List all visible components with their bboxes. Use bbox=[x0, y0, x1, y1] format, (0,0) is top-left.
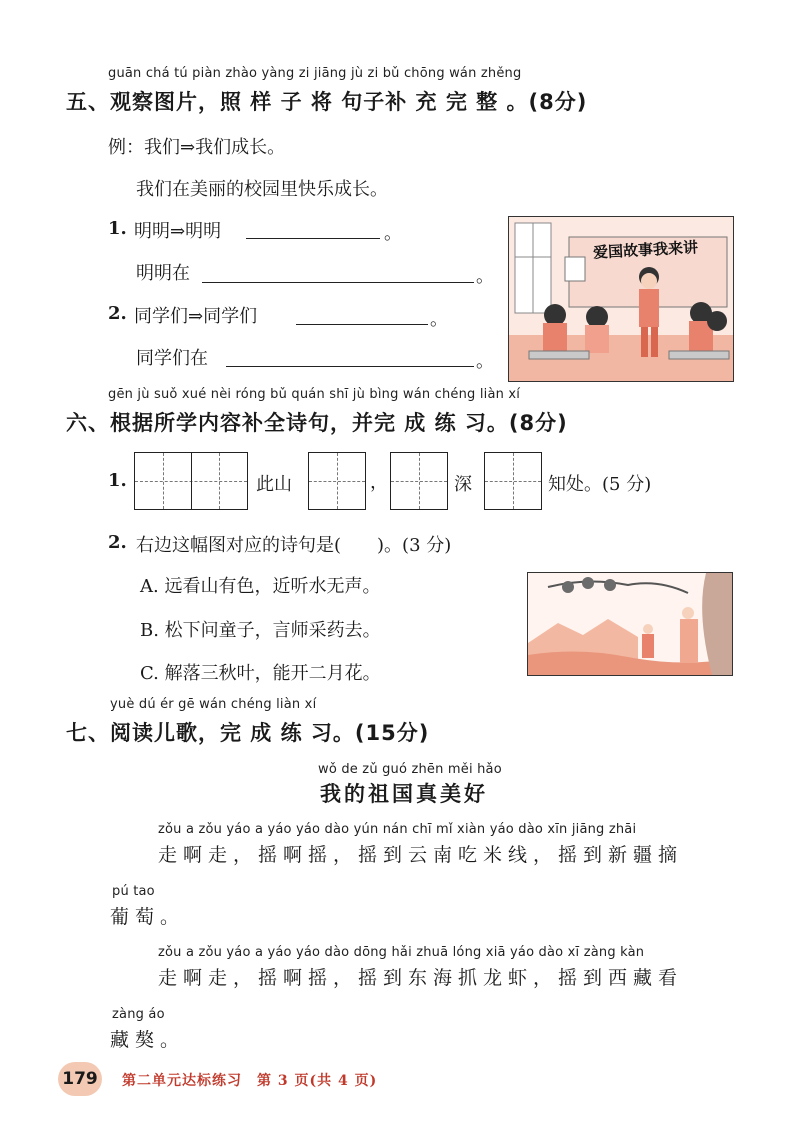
s5-pinyin: guān chá tú piàn zhào yàng zi jiāng jù zi bǔ chōng wán zhěng bbox=[108, 66, 522, 81]
option-c[interactable]: C. 解落三秋叶，能开二月花。 bbox=[140, 663, 381, 684]
s7-pinyin: yuè dú ér gē wán chéng liàn xí bbox=[110, 697, 317, 712]
s5-q2b-end: 。 bbox=[476, 351, 494, 372]
poem-line-1: 走啊走，摇啊摇，摇到云南吃米线，摇到新疆摘 bbox=[158, 844, 684, 866]
poem-line-1-pinyin: zǒu a zǒu yáo a yáo yáo dào yún nán chī mǐ xiàn yáo dào xīn jiāng zhāi bbox=[158, 822, 637, 837]
s6-q1-text-3: 深 bbox=[454, 474, 472, 495]
classroom-illustration bbox=[508, 216, 734, 382]
s6-q1-text-2: ， bbox=[370, 472, 388, 493]
s5-q2-number: 2. bbox=[108, 303, 127, 324]
s5-q1a-end: 。 bbox=[384, 223, 402, 244]
s5-q1a-answer-line[interactable] bbox=[246, 238, 380, 239]
poem-line-4-pinyin: zàng áo bbox=[112, 1007, 165, 1022]
classroom-banner: 爱国故事我来讲 bbox=[592, 238, 699, 262]
s6-q1-text-4: 知处。(5 分) bbox=[548, 474, 652, 495]
poem-line-4: 藏獒。 bbox=[110, 1029, 186, 1051]
s6-q1-number: 1. bbox=[108, 470, 127, 491]
s5-q2a-answer-line[interactable] bbox=[296, 324, 428, 325]
s5-q1b-label: 明明在 bbox=[136, 263, 190, 284]
s5-title: 五、观察图片，照 样 子 将 句子补 充 完 整 。(8分) bbox=[66, 90, 588, 114]
option-b[interactable]: B. 松下问童子，言师采药去。 bbox=[140, 620, 381, 641]
s7-title: 七、阅读儿歌，完 成 练 习。(15分) bbox=[66, 721, 430, 745]
poem-blank-box-1[interactable] bbox=[134, 452, 248, 510]
s5-q1b-end: 。 bbox=[476, 266, 494, 287]
poem-title-pinyin: wǒ de zǔ guó zhēn měi hǎo bbox=[318, 762, 502, 777]
s5-q2a-label: 同学们⇒同学们 bbox=[134, 306, 258, 327]
s6-q1-text-1: 此山 bbox=[256, 474, 292, 495]
s6-q2-text: 右边这幅图对应的诗句是( )。(3 分) bbox=[136, 535, 452, 556]
poem-line-2: 葡萄。 bbox=[110, 906, 186, 928]
s6-q2-number: 2. bbox=[108, 532, 127, 553]
s5-q2a-end: 。 bbox=[430, 309, 448, 330]
page-number: 179 bbox=[58, 1062, 102, 1096]
s5-q1a-label: 明明⇒明明 bbox=[134, 221, 222, 242]
poem-line-3: 走啊走，摇啊摇，摇到东海抓龙虾，摇到西藏看 bbox=[158, 967, 684, 989]
poem-blank-box-3[interactable] bbox=[390, 452, 448, 510]
poem-title: 我的祖国真美好 bbox=[320, 782, 488, 806]
pine-illustration bbox=[527, 572, 733, 676]
s5-q2b-answer-line[interactable] bbox=[226, 366, 474, 367]
option-a[interactable]: A. 远看山有色，近听水无声。 bbox=[140, 576, 381, 597]
footer-text: 第二单元达标练习 第 3 页(共 4 页) bbox=[122, 1073, 378, 1089]
s5-q1b-answer-line[interactable] bbox=[202, 282, 474, 283]
poem-line-2-pinyin: pú tao bbox=[112, 884, 155, 899]
poem-blank-box-4[interactable] bbox=[484, 452, 542, 510]
poem-blank-box-2[interactable] bbox=[308, 452, 366, 510]
s5-q2b-label: 同学们在 bbox=[136, 348, 208, 369]
s5-example-sentence: 我们在美丽的校园里快乐成长。 bbox=[136, 179, 388, 200]
s6-title: 六、根据所学内容补全诗句，并完 成 练 习。(8分) bbox=[66, 411, 568, 435]
s5-example: 例：我们⇒我们成长。 bbox=[108, 137, 286, 158]
pine-drawing bbox=[528, 573, 732, 675]
s5-q1-number: 1. bbox=[108, 218, 127, 239]
s6-pinyin: gēn jù suǒ xué nèi róng bǔ quán shī jù bìng wán chéng liàn xí bbox=[108, 387, 521, 402]
poem-line-3-pinyin: zǒu a zǒu yáo a yáo yáo dào dōng hǎi zhuā lóng xiā yáo dào xī zàng kàn bbox=[158, 945, 645, 960]
